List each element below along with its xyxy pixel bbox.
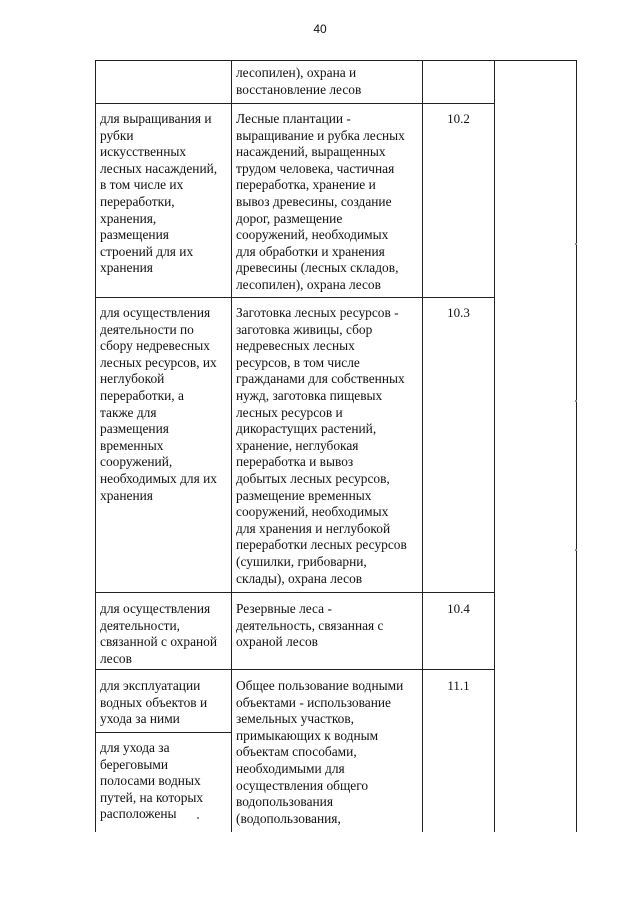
row-0-description: лесопилен), охрана и восстановление лесов (236, 65, 362, 97)
row-2-code: 10.3 (447, 305, 470, 320)
column-divider-3 (494, 60, 495, 832)
row-divider-3 (95, 592, 495, 593)
row-divider-2 (95, 297, 495, 298)
row-1-code: 10.2 (447, 111, 470, 126)
row-4-code: 11.1 (447, 678, 470, 693)
row-4-purpose: для эксплуатации водных объектов и ухода за ними (100, 678, 208, 727)
row-divider-inner (95, 732, 232, 733)
row-1-description: Лесные плантации - выращивание и рубка лесных насаждений, выращенных трудом человека, частичная переработка, хранение и вывоз древесины, создание дорог, размещение сооружений, необходимых для обработки и хранения древесины (лесных складов, лесопилен), охрана лесов (236, 111, 405, 292)
scan-speck (197, 817, 199, 819)
land-use-table (95, 60, 577, 832)
row-3-code: 10.4 (447, 601, 470, 616)
row-3-purpose: для осуществления деятельности, связанной с охраной лесов (100, 601, 218, 666)
row-divider-1 (95, 103, 495, 104)
row-2-purpose: для осуществления деятельности по сбору недревесных лесных ресурсов, их неглубокой переработки, а также для размещения временных сооружений, необходимых для их хранения (100, 305, 217, 503)
table-border-top (95, 60, 577, 61)
row-divider-4 (95, 669, 495, 670)
row-4-description: Общее пользование водными объектами - использование земельных участков, примыкающих к водным объектам способами, необходимыми для осуществления общего водопользования (водопользования, (236, 678, 404, 826)
table-border-right (576, 60, 577, 832)
table-border-left (95, 60, 96, 832)
scan-speck (575, 549, 577, 551)
scan-speck (575, 243, 577, 245)
scan-speck (575, 400, 577, 402)
row-3-description: Резервные леса - деятельность, связанная с охраной лесов (236, 601, 384, 650)
row-2-description: Заготовка лесных ресурсов - заготовка живицы, сбор недревесных лесных ресурсов, в том числе гражданами для собственных нужд, заготовка пищевых лесных ресурсов и дикорастущих растений, хранение, неглубокая переработка и вывоз добытых лесных ресурсов, размещение временных сооружений, необходимых для хранения и неглубокой переработки лесных ресурсов (сушилки, грибоварни, склады), охрана лесов (236, 305, 407, 586)
column-divider-1 (231, 60, 232, 832)
page-number: 40 (313, 22, 327, 36)
row-4-purpose-extra: для ухода за береговыми полосами водных путей, на которых расположены (100, 740, 204, 822)
row-1-purpose: для выращивания и рубки искусственных лесных насаждений, в том числе их переработки, хранения, размещения строений для их хранения (100, 111, 218, 276)
column-divider-2 (422, 60, 423, 832)
